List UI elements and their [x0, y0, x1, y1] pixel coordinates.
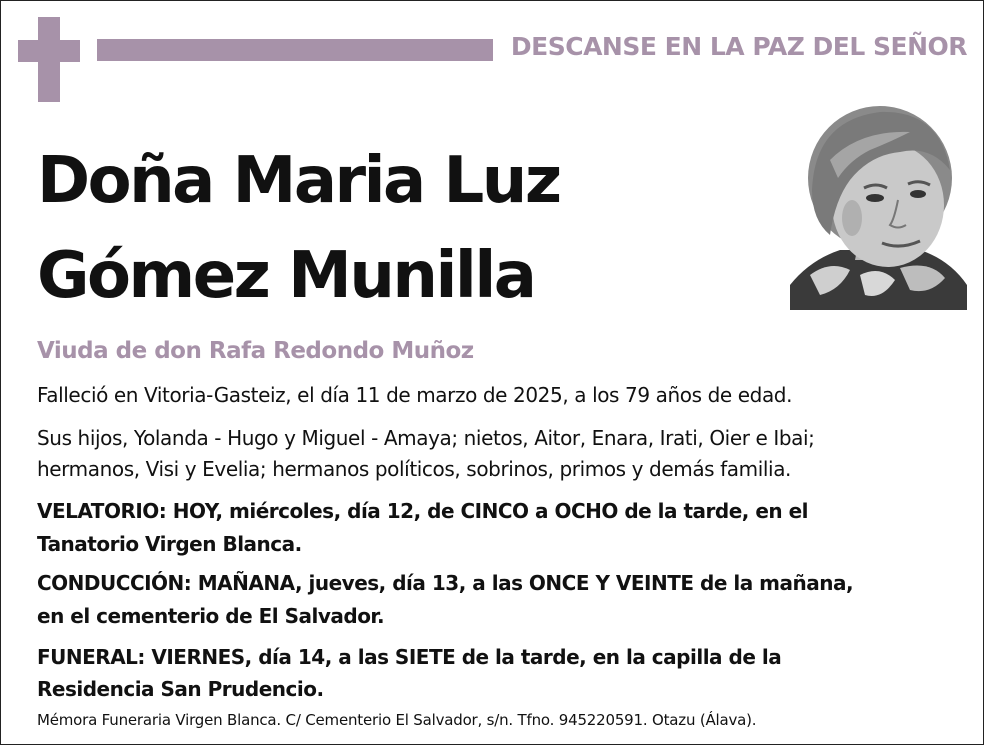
velatorio-line-2: Tanatorio Virgen Blanca. [37, 532, 302, 556]
velatorio-line-1: VELATORIO: HOY, miércoles, día 12, de CINCO a OCHO de la tarde, en el [37, 499, 809, 523]
deceased-name [37, 134, 560, 324]
cross-icon [18, 17, 80, 102]
conduccion-line-2: en el cementerio de El Salvador. [37, 604, 385, 628]
conduccion-line-1: CONDUCCIÓN: MAÑANA, jueves, día 13, a las ONCE Y VEINTE de la mañana, [37, 571, 854, 595]
portrait-photo [790, 100, 967, 310]
family-line-1: Sus hijos, Yolanda - Hugo y Miguel - Amaya; nietos, Aitor, Enara, Irati, Oier e Ibai; [37, 426, 815, 450]
funeral-home-footer: Mémora Funeraria Virgen Blanca. C/ Cementerio El Salvador, s/n. Tfno. 945220591. Otazu (Álava). [37, 711, 757, 729]
funeral-line-1: FUNERAL: VIERNES, día 14, a las SIETE de la tarde, en la capilla de la [37, 645, 782, 669]
widow-subtitle: Viuda de don Rafa Redondo Muñoz [37, 338, 474, 364]
funeral-line-2: Residencia San Prudencio. [37, 677, 324, 701]
header-title: DESCANSE EN LA PAZ DEL SEÑOR [510, 32, 967, 61]
name-line-1: Doña Maria Luz [37, 144, 560, 218]
family-line-2: hermanos, Visi y Evelia; hermanos políticos, sobrinos, primos y demás familia. [37, 457, 792, 481]
death-notice: Falleció en Vitoria-Gasteiz, el día 11 de marzo de 2025, a los 79 años de edad. [37, 383, 793, 407]
header-rule [97, 39, 493, 61]
name-line-2: Gómez Munilla [37, 239, 535, 313]
